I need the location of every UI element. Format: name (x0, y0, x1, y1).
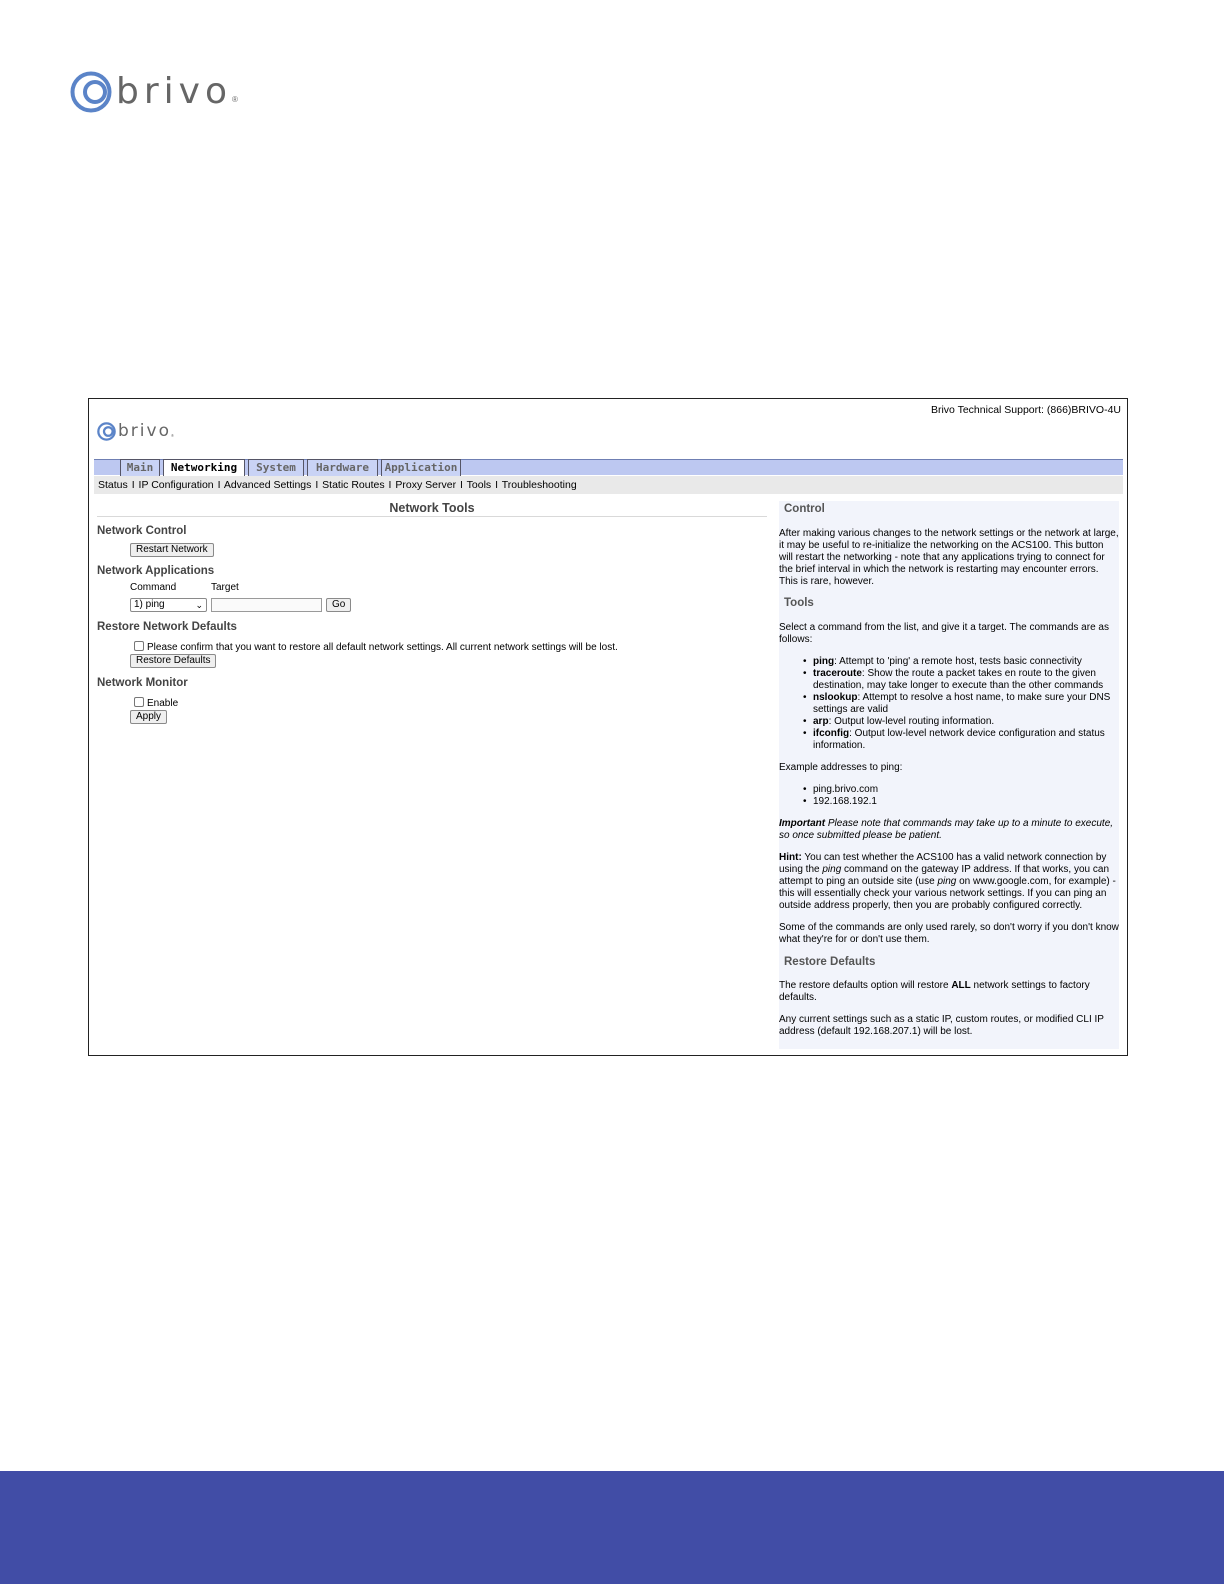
target-input[interactable] (211, 598, 322, 612)
help-control-heading: Control (784, 503, 825, 515)
networking-subnav (94, 476, 1123, 494)
hint-text: command on the gateway IP address. If that works, you can attempt to ping an outside site (use (779, 864, 1110, 887)
subnav-tools[interactable]: Tools (466, 479, 492, 491)
help-command-item (813, 656, 1119, 668)
help-control-text: After making various changes to the network settings or the network at large, it may be useful to re-initialize the networking on the ACS100. This button will restart the networking - note that any applications trying to connect for the brief interval in which the network is restarting may encounter errors. This is rare, however. (779, 528, 1119, 587)
main-tab-bar (94, 459, 1123, 475)
network-monitor-heading: Network Monitor (97, 677, 188, 689)
help-command-item (813, 716, 1119, 728)
help-example-address: • 192.168.192.1 (813, 796, 1119, 808)
command-label: Command (130, 582, 177, 593)
restart-network-button[interactable]: Restart Network (130, 543, 214, 557)
hint-text: You can test whether the ACS100 has a valid network connection by using the (779, 852, 1107, 875)
help-tools-intro: Select a command from the list, and give it a target. The commands are as follows: (779, 622, 1109, 645)
chevron-down-icon: ⌄ (195, 600, 203, 610)
command-name: ifconfig (813, 728, 850, 739)
command-name: traceroute (813, 668, 862, 679)
registered-mark: ® (231, 95, 238, 104)
enable-monitor-checkbox[interactable] (134, 697, 144, 707)
network-tools-panel (97, 501, 767, 722)
subnav-advanced-settings[interactable]: Advanced Settings (223, 479, 312, 491)
subnav-separator: I (388, 479, 392, 491)
important-label: Important (779, 818, 826, 829)
help-hint (779, 852, 1119, 912)
help-command-item (813, 668, 1119, 692)
tab-system[interactable]: System (248, 459, 304, 476)
restore-all: ALL (951, 980, 971, 991)
brivo-wordmark: brivo (116, 71, 232, 112)
command-desc: : Output low-level routing information. (828, 716, 995, 727)
subnav-ip-configuration[interactable]: IP Configuration (138, 479, 214, 491)
brivo-logo-icon (97, 422, 116, 441)
subnav-separator: I (131, 479, 135, 491)
command-desc: : Output low-level network device configuration and status information. (813, 728, 1105, 751)
command-select-value: 1) ping (134, 599, 165, 610)
page-title: Network Tools (97, 501, 767, 517)
enable-monitor-label: Enable (147, 698, 179, 709)
hint-text: on www.google.com, for example) - this will essentially check your various network settings. If you can ping an outside address properly, then you are probably configured correctly. (779, 876, 1116, 911)
hint-ping-word: ping (937, 876, 957, 887)
important-text: Please note that commands may take up to a minute to execute, so once submitted please be patient. (779, 818, 1114, 841)
restore-defaults-button[interactable]: Restore Defaults (130, 654, 216, 668)
hint-ping-word: ping (822, 864, 842, 875)
command-desc: : Attempt to resolve a host name, to make sure your DNS settings are valid (813, 692, 1111, 715)
tab-main[interactable]: Main (120, 459, 160, 476)
brivo-logo-icon (70, 71, 112, 113)
restore-confirm-label: Please confirm that you want to restore all default network settings. All current network settings will be lost. (147, 642, 618, 653)
tab-application[interactable]: Application (381, 459, 461, 476)
restore-text: network settings to factory defaults. (779, 980, 1090, 1003)
help-rare-note: Some of the commands are only used rarely, so don't worry if you don't know what they're for or don't use them. (779, 922, 1119, 945)
restore-confirm-checkbox[interactable] (134, 641, 144, 651)
help-command-item (813, 728, 1119, 752)
tab-networking[interactable]: Networking (163, 459, 245, 477)
network-control-heading: Network Control (97, 525, 187, 537)
network-tools-screenshot (88, 398, 1128, 1056)
restore-network-defaults-heading: Restore Network Defaults (97, 621, 237, 633)
subnav-troubleshooting[interactable]: Troubleshooting (501, 479, 577, 491)
command-select[interactable] (130, 598, 207, 612)
subnav-separator: I (460, 479, 463, 491)
help-restore-heading: Restore Defaults (784, 956, 876, 968)
brivo-logo (70, 70, 238, 114)
help-tools-heading: Tools (784, 597, 814, 609)
network-applications-heading: Network Applications (97, 565, 215, 577)
command-name: nslookup (813, 692, 858, 703)
help-example-address: • ping.brivo.com (813, 784, 1119, 796)
apply-button[interactable]: Apply (130, 710, 167, 724)
tab-hardware[interactable]: Hardware (307, 459, 378, 476)
restore-text: The restore defaults option will restore (779, 980, 952, 991)
subnav-separator: I (315, 479, 319, 491)
help-panel (779, 501, 1119, 1049)
help-current-settings-note: Any current settings such as a static IP, custom routes, or modified CLI IP address (default 192.168.207.1) will be lost. (779, 1014, 1104, 1037)
subnav-proxy-server[interactable]: Proxy Server (395, 479, 457, 491)
go-button[interactable]: Go (326, 598, 351, 612)
hint-label: Hint: (779, 852, 802, 863)
footer-band (0, 1471, 1224, 1584)
help-examples-intro: Example addresses to ping: (779, 762, 903, 773)
help-restore-text (779, 980, 1119, 1004)
help-important-note (779, 818, 1119, 842)
subnav-separator: I (217, 479, 221, 491)
command-desc: : Attempt to 'ping' a remote host, tests basic connectivity (834, 656, 1082, 667)
subnav-status[interactable]: Status (98, 479, 128, 491)
target-label: Target (211, 582, 239, 593)
command-desc: : Show the route a packet takes en route to the given destination, may take longer to execute than the other commands (813, 668, 1104, 691)
ui-brivo-wordmark: brivo (118, 421, 171, 441)
ui-registered-mark: ® (170, 433, 174, 438)
help-command-item (813, 692, 1119, 716)
command-name: ping (813, 656, 835, 667)
technical-support-text: Brivo Technical Support: (866)BRIVO-4U (930, 404, 1121, 416)
subnav-static-routes[interactable]: Static Routes (322, 479, 385, 491)
command-name: arp (813, 716, 829, 727)
ui-brivo-logo (97, 421, 174, 441)
subnav-separator: I (495, 479, 499, 491)
